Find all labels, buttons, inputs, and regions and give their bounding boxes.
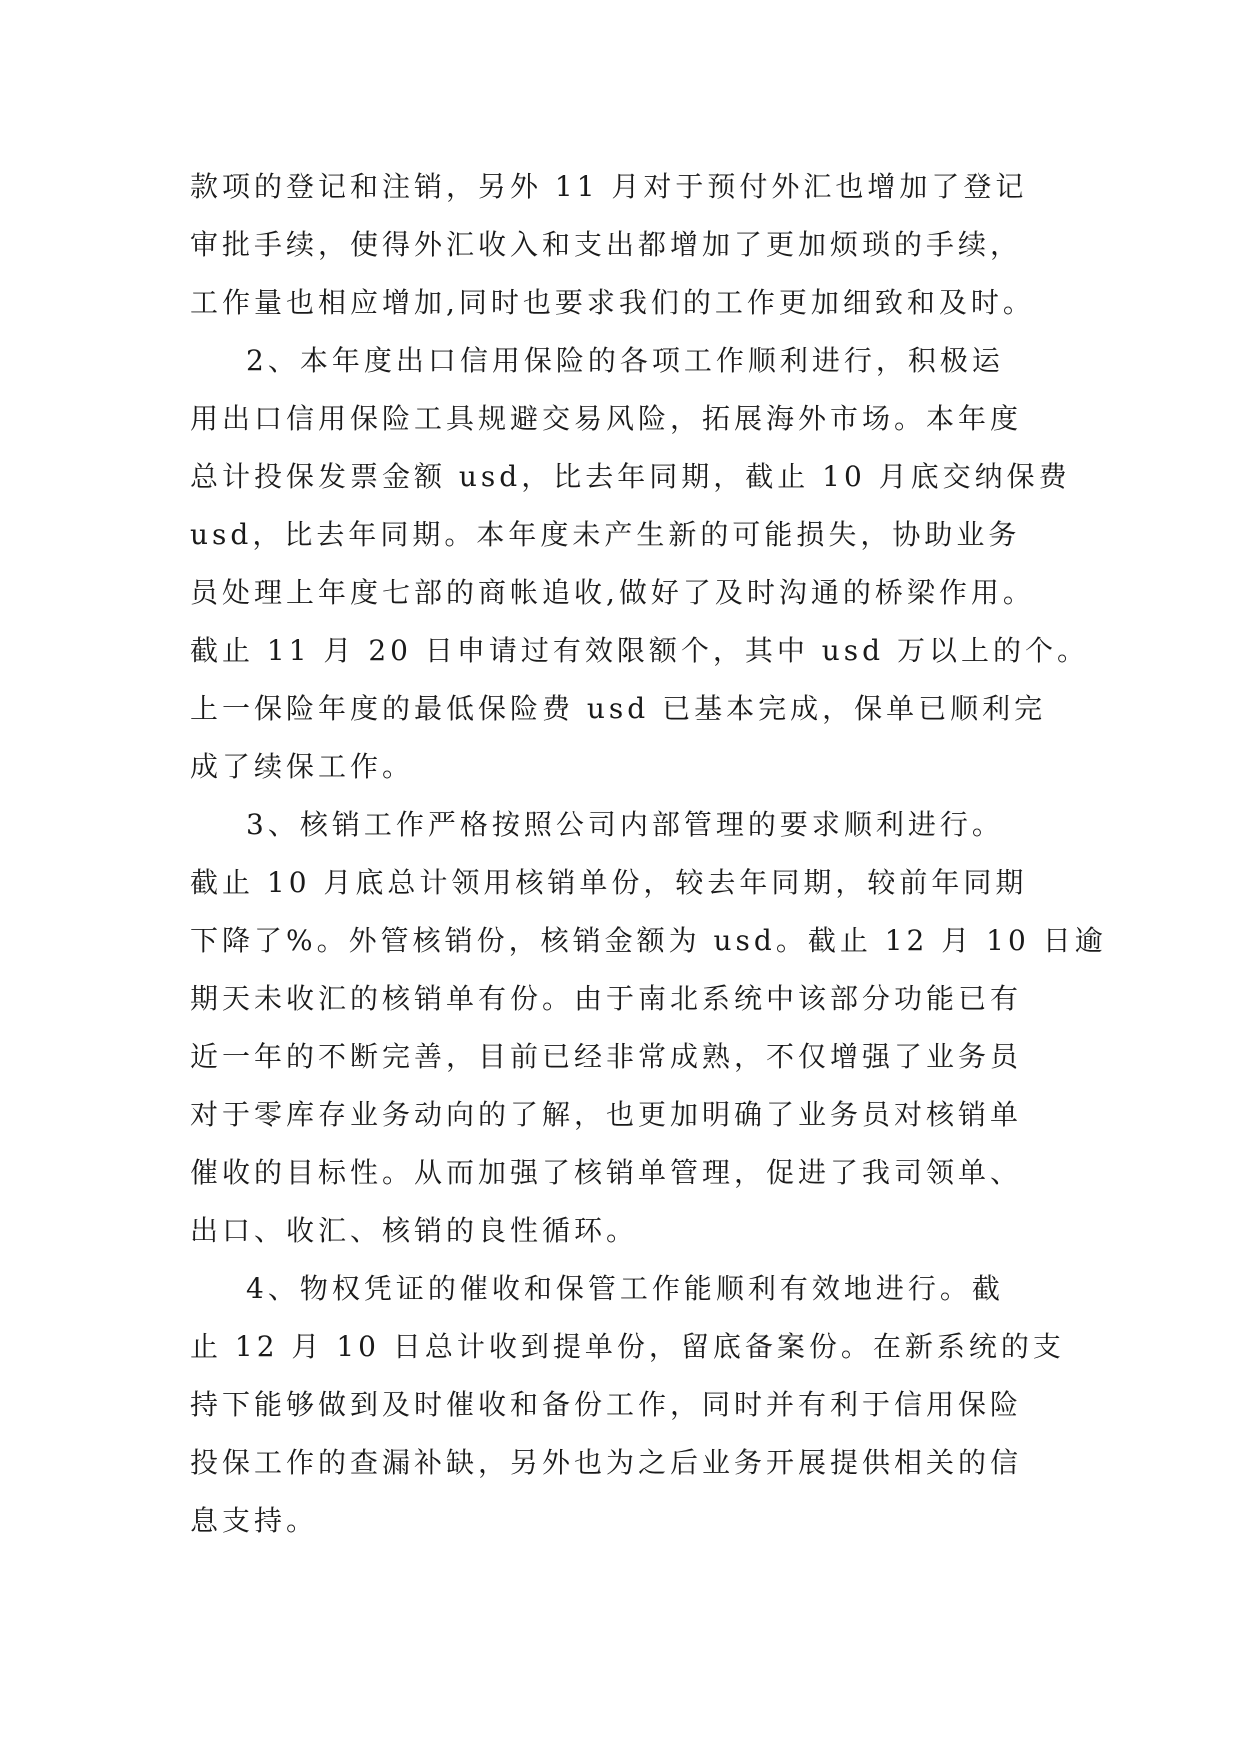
- text-line: 总计投保发票金额 usd，比去年同期，截止 10 月底交纳保费: [190, 460, 1071, 493]
- paragraph-4-first-line: 4、物权凭证的催收和保管工作能顺利有效地进行。截: [246, 1272, 1004, 1305]
- text-line: 审批手续，使得外汇收入和支出都增加了更加烦琐的手续，: [190, 228, 1023, 261]
- text-line: 员处理上年度七部的商帐追收,做好了及时沟通的桥梁作用。: [190, 576, 1035, 609]
- paragraph-2-first-line: 2、本年度出口信用保险的各项工作顺利进行，积极运: [246, 344, 1004, 377]
- text-line: 工作量也相应增加,同时也要求我们的工作更加细致和及时。: [190, 286, 1035, 319]
- text-line: 止 12 月 10 日总计收到提单份，留底备案份。在新系统的支: [190, 1330, 1065, 1363]
- text-line: 催收的目标性。从而加强了核销单管理，促进了我司领单、: [190, 1156, 1023, 1189]
- text-line: 成了续保工作。: [190, 750, 415, 783]
- text-line: usd，比去年同期。本年度未产生新的可能损失，协助业务: [190, 518, 1021, 551]
- text-line: 出口、收汇、核销的良性循环。: [190, 1214, 639, 1247]
- paragraph-3-first-line: 3、核销工作严格按照公司内部管理的要求顺利进行。: [246, 808, 1004, 841]
- text-line: 期天未收汇的核销单有份。由于南北系统中该部分功能已有: [190, 982, 1023, 1015]
- document-body: [190, 158, 1107, 1550]
- text-line: 对于零库存业务动向的了解，也更加明确了业务员对核销单: [190, 1098, 1023, 1131]
- text-line: 上一保险年度的最低保险费 usd 已基本完成，保单已顺利完: [190, 692, 1047, 725]
- text-line: 截止 11 月 20 日申请过有效限额个，其中 usd 万以上的个。: [190, 634, 1089, 667]
- text-line: 持下能够做到及时催收和备份工作，同时并有利于信用保险: [190, 1388, 1023, 1421]
- text-line: 投保工作的查漏补缺，另外也为之后业务开展提供相关的信: [190, 1446, 1023, 1479]
- text-line: 款项的登记和注销，另外 11 月对于预付外汇也增加了登记: [190, 170, 1028, 203]
- text-line: 下降了%。外管核销份，核销金额为 usd。截止 12 月 10 日逾: [190, 924, 1107, 957]
- text-line: 近一年的不断完善，目前已经非常成熟，不仅增强了业务员: [190, 1040, 1023, 1073]
- text-line: 息支持。: [190, 1504, 319, 1537]
- text-line: 用出口信用保险工具规避交易风险，拓展海外市场。本年度: [190, 402, 1023, 435]
- text-line: 截止 10 月底总计领用核销单份，较去年同期，较前年同期: [190, 866, 1028, 899]
